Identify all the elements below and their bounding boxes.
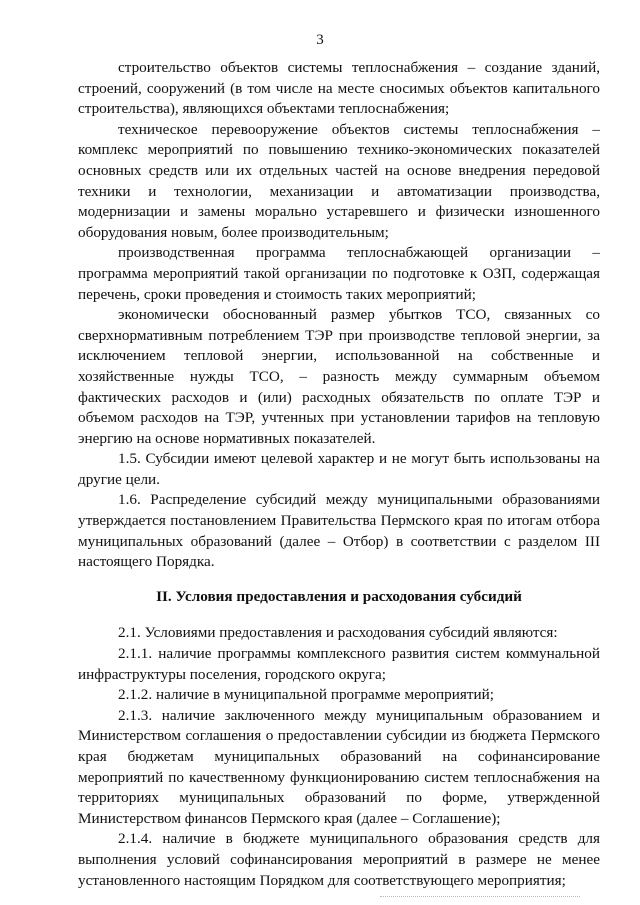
- clause-2-1-2: 2.1.2. наличие в муниципальной программе мероприятий;: [118, 686, 494, 704]
- clause-2-1-3: 2.1.3. наличие заключенного между муниципальным образованием и Министерством соглашения о предоставлении субсидии из бюджета Пермского края бюджетам муниципальных образований на софинансирование мероприятий по качественному функционированию систем теплоснабжения на территориях муниципальных образований по форме, утвержденной Министерством финансов Пермского края (далее – Соглашение);: [78, 706, 600, 827]
- scan-artifact-line: [380, 896, 580, 899]
- page-number: 3: [316, 32, 324, 48]
- clause-2-1: 2.1. Условиями предоставления и расходования субсидий являются:: [118, 624, 558, 642]
- clause-2-1-4: 2.1.4. наличие в бюджете муниципального образования средств для выполнения условий софинансирования мероприятий в размере не менее установленного настоящим Порядком для соответствующего мероприятия;: [78, 830, 600, 889]
- definition-reequipment: техническое перевооружение объектов системы теплоснабжения – комплекс мероприятий по повышению технико-экономических показателей основных средств или их отдельных частей на основе внедрения передовой техники и технологии, механизации и автоматизации производства, модернизации и замены морально устаревшего и физически изношенного оборудования новым, более производительным;: [78, 120, 600, 241]
- clause-2-1-1: 2.1.1. наличие программы комплексного развития систем коммунальной инфраструктуры поселения, городского округа;: [78, 645, 600, 683]
- section-heading: II. Условия предоставления и расходования субсидий: [156, 587, 522, 605]
- definition-production-program: производственная программа теплоснабжающей организации – программа мероприятий такой организации по подготовке к ОЗП, содержащая перечень, сроки проведения и стоимость таких мероприятий;: [78, 244, 600, 303]
- clause-1-5: 1.5. Субсидии имеют целевой характер и не могут быть использованы на другие цели.: [78, 450, 600, 488]
- document-body: [78, 58, 600, 891]
- definition-construction: строительство объектов системы теплоснабжения – создание зданий, строений, сооружений (в том числе на месте сносимых объектов капитального строительства), являющихся объектами теплоснабжения;: [78, 59, 600, 118]
- clause-1-6: 1.6. Распределение субсидий между муниципальными образованиями утверждается постановлением Правительства Пермского края по итогам отбора муниципальных образований (далее – Отбор) в соответствии с разделом III настоящего Порядка.: [78, 491, 600, 571]
- definition-losses: экономически обоснованный размер убытков ТСО, связанных со сверхнормативным потреблением ТЭР при производстве тепловой энергии, за исключением тепловой энергии, использованной на собственные и хозяйственные нужды ТСО, – разность между суммарным объемом фактических расходов и (или) расходных обязательств по оплате ТЭР и объемом расходов на ТЭР, учтенных при установлении тарифов на тепловую энергию на основе нормативных показателей.: [78, 306, 600, 447]
